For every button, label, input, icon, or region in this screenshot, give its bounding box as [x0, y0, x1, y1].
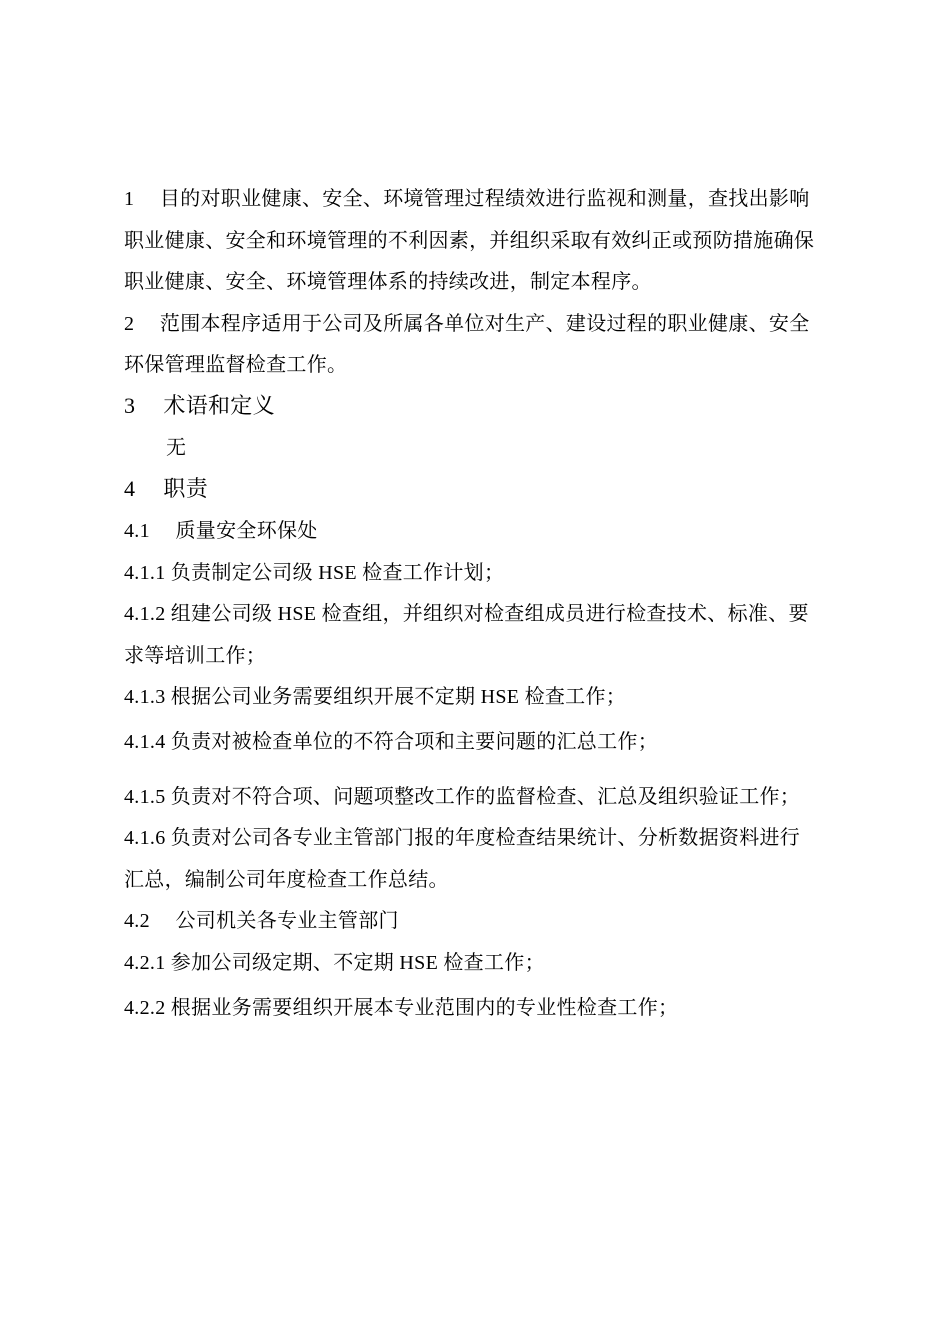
- subsection-4-1-heading: 4.1 质量安全环保处: [124, 520, 318, 542]
- section-1-line-2: 职业健康、安全和环境管理的不利因素，并组织采取有效纠正或预防措施确保: [124, 230, 815, 252]
- section-2-line-2: 环保管理监督检查工作。: [124, 354, 348, 376]
- item-4-1-4: 4.1.4 负责对被检查单位的不符合项和主要问题的汇总工作；: [124, 731, 658, 753]
- item-4-1-2-line-1: 4.1.2 组建公司级 HSE 检查组，并组织对检查组成员进行检查技术、标准、要: [124, 603, 809, 625]
- subsection-4-2-heading: 4.2 公司机关各专业主管部门: [124, 910, 399, 932]
- item-4-2-2: 4.2.2 根据业务需要组织开展本专业范围内的专业性检查工作；: [124, 997, 679, 1019]
- section-3-heading: 3 术语和定义: [124, 393, 275, 418]
- item-4-1-1: 4.1.1 负责制定公司级 HSE 检查工作计划；: [124, 562, 505, 584]
- section-4-heading: 4 职责: [124, 476, 209, 501]
- section-2-line-1: 2 范围本程序适用于公司及所属各单位对生产、建设过程的职业健康、安全: [124, 313, 810, 335]
- section-3-body: 无: [166, 437, 187, 459]
- item-4-1-5: 4.1.5 负责对不符合项、问题项整改工作的监督检查、汇总及组织验证工作；: [124, 786, 801, 808]
- section-1-line-1: 1 目的对职业健康、安全、环境管理过程绩效进行监视和测量，查找出影响: [124, 188, 810, 210]
- item-4-2-1: 4.2.1 参加公司级定期、不定期 HSE 检查工作；: [124, 952, 545, 974]
- item-4-1-6-line-1: 4.1.6 负责对公司各专业主管部门报的年度检查结果统计、分析数据资料进行: [124, 827, 801, 849]
- item-4-1-2-line-2: 求等培训工作；: [124, 645, 267, 667]
- section-1-line-3: 职业健康、安全、环境管理体系的持续改进，制定本程序。: [124, 271, 652, 293]
- item-4-1-3: 4.1.3 根据公司业务需要组织开展不定期 HSE 检查工作；: [124, 686, 627, 708]
- item-4-1-6-line-2: 汇总，编制公司年度检查工作总结。: [124, 869, 449, 891]
